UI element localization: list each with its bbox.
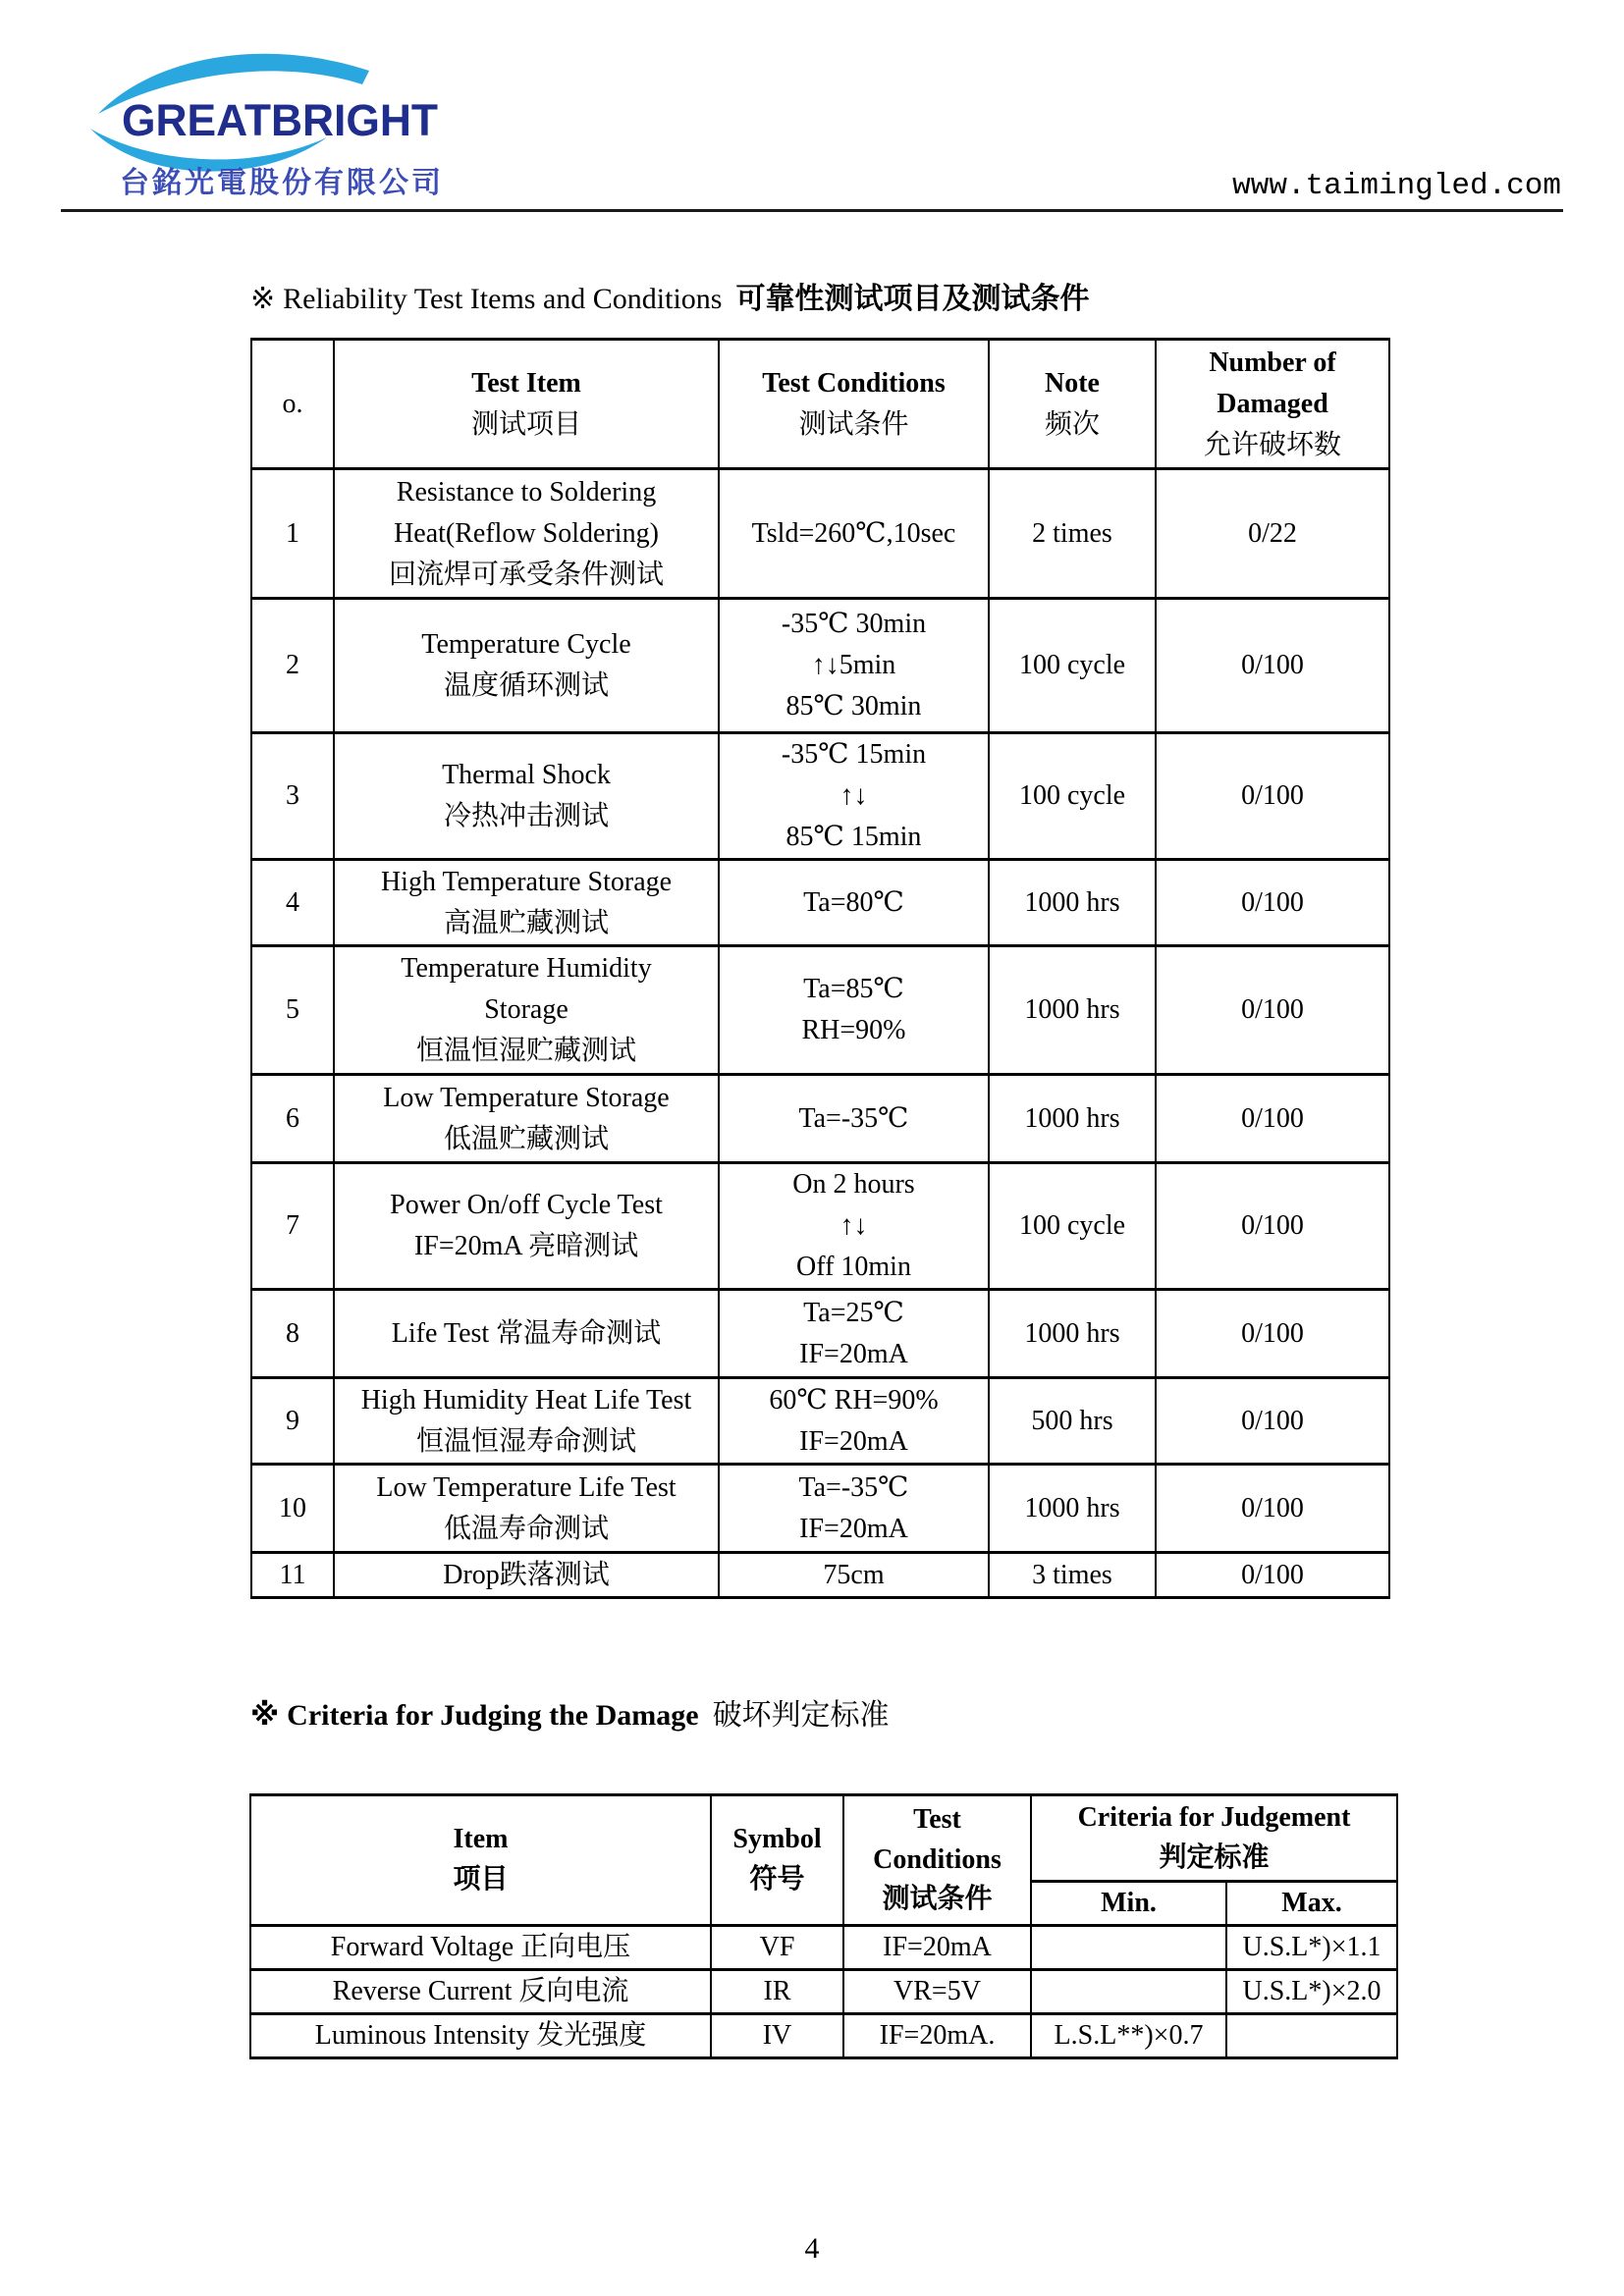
cell-line: IF=20mA: [799, 1338, 908, 1369]
cell-no: 7: [251, 1163, 334, 1290]
header-symbol-zh: 符号: [749, 1864, 805, 1895]
section-title-en: Reliability Test Items and Conditions: [283, 283, 723, 315]
table-row: [251, 946, 1389, 1075]
cell-max: U.S.L*)×2.0: [1226, 1970, 1397, 2014]
header-test-item: [334, 340, 719, 469]
header-no-label: o.: [282, 388, 303, 419]
cell-line: 85℃ 30min: [785, 691, 922, 721]
cell-line: 低温贮藏测试: [443, 1123, 609, 1154]
cell-symbol: IR: [711, 1970, 843, 2014]
reference-mark: ※: [250, 283, 276, 315]
cell-test-item: [334, 1465, 719, 1553]
cell-line: ↑↓: [839, 1210, 868, 1241]
reliability-table-body: [251, 469, 1389, 1598]
company-logo: [69, 27, 461, 175]
cell-line: 冷热冲击测试: [443, 801, 609, 831]
cell-line: -35℃ 30min: [781, 609, 927, 639]
cell-test-conditions: [719, 1290, 989, 1378]
header-test-conditions: [843, 1795, 1031, 1926]
cell-line: Power On/off Cycle Test: [390, 1190, 663, 1220]
cell-test-conditions: [719, 733, 989, 860]
header-item-zh: 项目: [453, 1864, 509, 1895]
cell-line: Temperature Cycle: [421, 629, 631, 660]
section-title-en: Criteria for Judging the Damage: [287, 1699, 699, 1732]
header-max-label: Max.: [1281, 1888, 1342, 1918]
reliability-test-table: [250, 338, 1390, 1599]
cell-line: IF=20mA: [799, 1513, 908, 1544]
cell-line: 高温贮藏测试: [443, 907, 609, 938]
cell-line: Low Temperature Storage: [383, 1082, 670, 1113]
cell-test-conditions: [719, 1075, 989, 1163]
logo-wordmark: GREATBRIGHT: [122, 95, 438, 145]
cell-no: 3: [251, 733, 334, 860]
header-note-zh: 频次: [1044, 408, 1100, 440]
cell-test-item: [334, 1163, 719, 1290]
cell-note: 1000 hrs: [989, 1075, 1156, 1163]
cell-test-conditions: [719, 1465, 989, 1553]
cell-note: 1000 hrs: [989, 1465, 1156, 1553]
cell-no: 4: [251, 860, 334, 946]
cell-number-damaged: 0/100: [1156, 860, 1389, 946]
cell-note: 100 cycle: [989, 1163, 1156, 1290]
page-number: 4: [804, 2232, 820, 2265]
cell-test-item: [334, 946, 719, 1075]
cell-conditions: IF=20mA: [843, 1926, 1031, 1970]
cell-line: 60℃ RH=90%: [769, 1384, 939, 1415]
header-number-damaged: [1156, 340, 1389, 469]
header-symbol-en: Symbol: [732, 1824, 822, 1855]
cell-line: Resistance to Soldering: [396, 476, 657, 507]
section-title-criteria: [250, 1690, 890, 1734]
cell-note: 100 cycle: [989, 733, 1156, 860]
cell-test-conditions: [719, 1163, 989, 1290]
header-test-conditions: [719, 340, 989, 469]
cell-number-damaged: 0/100: [1156, 599, 1389, 733]
cell-number-damaged: 0/100: [1156, 1553, 1389, 1598]
cell-line: Ta=-35℃: [798, 1102, 909, 1134]
table-row: [250, 2014, 1397, 2058]
cell-line: -35℃ 15min: [781, 739, 927, 770]
cell-note: 3 times: [989, 1553, 1156, 1598]
cell-item: Reverse Current 反向电流: [250, 1970, 711, 2014]
header-test-conditions-zh: 测试条件: [798, 408, 909, 440]
cell-line: Thermal Shock: [442, 760, 611, 790]
cell-test-conditions: [719, 860, 989, 946]
cell-line: RH=90%: [801, 1015, 906, 1045]
cell-min: [1031, 1926, 1226, 1970]
cell-test-conditions: [719, 599, 989, 733]
header-min: [1031, 1882, 1226, 1926]
cell-line: 85℃ 15min: [785, 822, 922, 852]
cell-note: 100 cycle: [989, 599, 1156, 733]
cell-line: Ta=85℃: [803, 974, 904, 1004]
cell-line: 回流焊可承受条件测试: [388, 559, 664, 590]
cell-number-damaged: 0/22: [1156, 469, 1389, 599]
cell-min: L.S.L**)×0.7: [1031, 2014, 1226, 2058]
website-url: www.taimingled.com: [1232, 169, 1561, 203]
cell-symbol: VF: [711, 1926, 843, 1970]
cell-no: 9: [251, 1378, 334, 1465]
cell-no: 2: [251, 599, 334, 733]
cell-note: 1000 hrs: [989, 860, 1156, 946]
cell-conditions: VR=5V: [843, 1970, 1031, 2014]
cell-note: 500 hrs: [989, 1378, 1156, 1465]
table-row: [251, 733, 1389, 860]
cell-line: 温度循环测试: [443, 670, 609, 701]
header-number-damaged-zh: 允许破坏数: [1203, 429, 1341, 460]
header-item-en: Item: [453, 1824, 509, 1855]
cell-line: Ta=80℃: [803, 886, 904, 918]
section-title-zh: 破坏判定标准: [712, 1699, 890, 1732]
header-symbol: [711, 1795, 843, 1926]
cell-line: 恒温恒湿寿命测试: [415, 1425, 636, 1457]
cell-no: 11: [251, 1553, 334, 1598]
cell-test-item: [334, 860, 719, 946]
cell-number-damaged: 0/100: [1156, 1290, 1389, 1378]
cell-test-item: [334, 599, 719, 733]
cell-test-item: [334, 469, 719, 599]
cell-line: ↑↓: [839, 780, 868, 811]
cell-max: U.S.L*)×1.1: [1226, 1926, 1397, 1970]
header-divider: [61, 209, 1563, 212]
cell-test-item: [334, 1290, 719, 1378]
header-test-item-zh: 测试项目: [470, 408, 581, 440]
reference-mark: ※: [250, 1699, 280, 1732]
header-test-item-en: Test Item: [471, 367, 581, 399]
cell-line: Storage: [484, 994, 568, 1025]
header-test-conditions-en2: Conditions: [873, 1843, 1001, 1875]
company-name-chinese: 台銘光電股份有限公司: [120, 166, 444, 200]
cell-no: 1: [251, 469, 334, 599]
table-row: [251, 469, 1389, 599]
cell-line: Life Test 常温寿命测试: [391, 1317, 662, 1349]
header-test-conditions-en1: Test: [913, 1804, 961, 1836]
cell-line: IF=20mA 亮暗测试: [413, 1231, 639, 1261]
cell-line: Temperature Humidity: [401, 953, 652, 984]
table-row: [251, 1378, 1389, 1465]
cell-test-conditions: [719, 1553, 989, 1598]
cell-max: [1226, 2014, 1397, 2058]
cell-line: Ta=-35℃: [798, 1471, 909, 1503]
table-row: [251, 1163, 1389, 1290]
cell-line: Drop跌落测试: [443, 1559, 610, 1590]
cell-line: High Temperature Storage: [380, 866, 673, 897]
cell-no: 10: [251, 1465, 334, 1553]
header-number-damaged-en2: Damaged: [1217, 388, 1328, 419]
table-row: [251, 1075, 1389, 1163]
header-no: [251, 340, 334, 469]
header-item: [250, 1795, 711, 1926]
cell-line: Off 10min: [796, 1252, 911, 1282]
cell-number-damaged: 0/100: [1156, 1465, 1389, 1553]
cell-test-conditions: [719, 946, 989, 1075]
header-min-label: Min.: [1101, 1888, 1157, 1918]
cell-symbol: IV: [711, 2014, 843, 2058]
criteria-judgement-table: [249, 1793, 1398, 2059]
cell-no: 6: [251, 1075, 334, 1163]
header-note-en: Note: [1045, 367, 1100, 399]
cell-line: On 2 hours: [792, 1169, 915, 1200]
cell-test-conditions: [719, 1378, 989, 1465]
header-number-damaged-en1: Number of: [1209, 347, 1336, 378]
cell-line: Heat(Reflow Soldering): [394, 517, 659, 549]
cell-line: 恒温恒湿贮藏测试: [415, 1036, 636, 1066]
table-row: [251, 599, 1389, 733]
criteria-table-body: [250, 1926, 1397, 2058]
header-note: [989, 340, 1156, 469]
table-row: [250, 1926, 1397, 1970]
header-criteria-judgement-en: Criteria for Judgement: [1077, 1801, 1351, 1833]
reliability-table-header: [251, 340, 1389, 469]
cell-test-item: [334, 733, 719, 860]
cell-test-item: [334, 1378, 719, 1465]
table-row: [251, 1465, 1389, 1553]
cell-number-damaged: 0/100: [1156, 1075, 1389, 1163]
table-row: [251, 860, 1389, 946]
cell-test-conditions: [719, 469, 989, 599]
cell-note: 1000 hrs: [989, 1290, 1156, 1378]
section-title-zh: 可靠性测试项目及测试条件: [735, 282, 1090, 316]
cell-line: Low Temperature Life Test: [376, 1471, 677, 1503]
cell-min: [1031, 1970, 1226, 2014]
cell-number-damaged: 0/100: [1156, 733, 1389, 860]
cell-line: High Humidity Heat Life Test: [360, 1384, 692, 1415]
cell-item: Forward Voltage 正向电压: [250, 1926, 711, 1970]
header-row: [250, 1795, 1397, 1882]
table-row: [250, 1970, 1397, 2014]
cell-line: 75cm: [823, 1559, 885, 1590]
section-title-reliability: [250, 274, 1089, 317]
header-criteria-judgement: [1031, 1795, 1397, 1882]
cell-no: 8: [251, 1290, 334, 1378]
cell-item: Luminous Intensity 发光强度: [250, 2014, 711, 2058]
cell-line: Tsld=260℃,10sec: [751, 517, 956, 549]
cell-line: 低温寿命测试: [443, 1513, 609, 1544]
cell-test-item: [334, 1075, 719, 1163]
cell-line: Ta=25℃: [803, 1297, 904, 1328]
cell-number-damaged: 0/100: [1156, 1378, 1389, 1465]
header-test-conditions-zh: 测试条件: [882, 1884, 993, 1915]
cell-conditions: IF=20mA.: [843, 2014, 1031, 2058]
header-row: [251, 340, 1389, 469]
cell-number-damaged: 0/100: [1156, 1163, 1389, 1290]
cell-line: ↑↓5min: [811, 650, 896, 680]
table-row: [251, 1553, 1389, 1598]
header-max: [1226, 1882, 1397, 1926]
cell-note: 1000 hrs: [989, 946, 1156, 1075]
cell-number-damaged: 0/100: [1156, 946, 1389, 1075]
cell-test-item: [334, 1553, 719, 1598]
cell-note: 2 times: [989, 469, 1156, 599]
cell-no: 5: [251, 946, 334, 1075]
cell-line: IF=20mA: [799, 1425, 908, 1457]
header-criteria-judgement-zh: 判定标准: [1159, 1842, 1270, 1873]
header-test-conditions-en: Test Conditions: [762, 367, 946, 399]
table-row: [251, 1290, 1389, 1378]
criteria-table-header: [250, 1795, 1397, 1926]
